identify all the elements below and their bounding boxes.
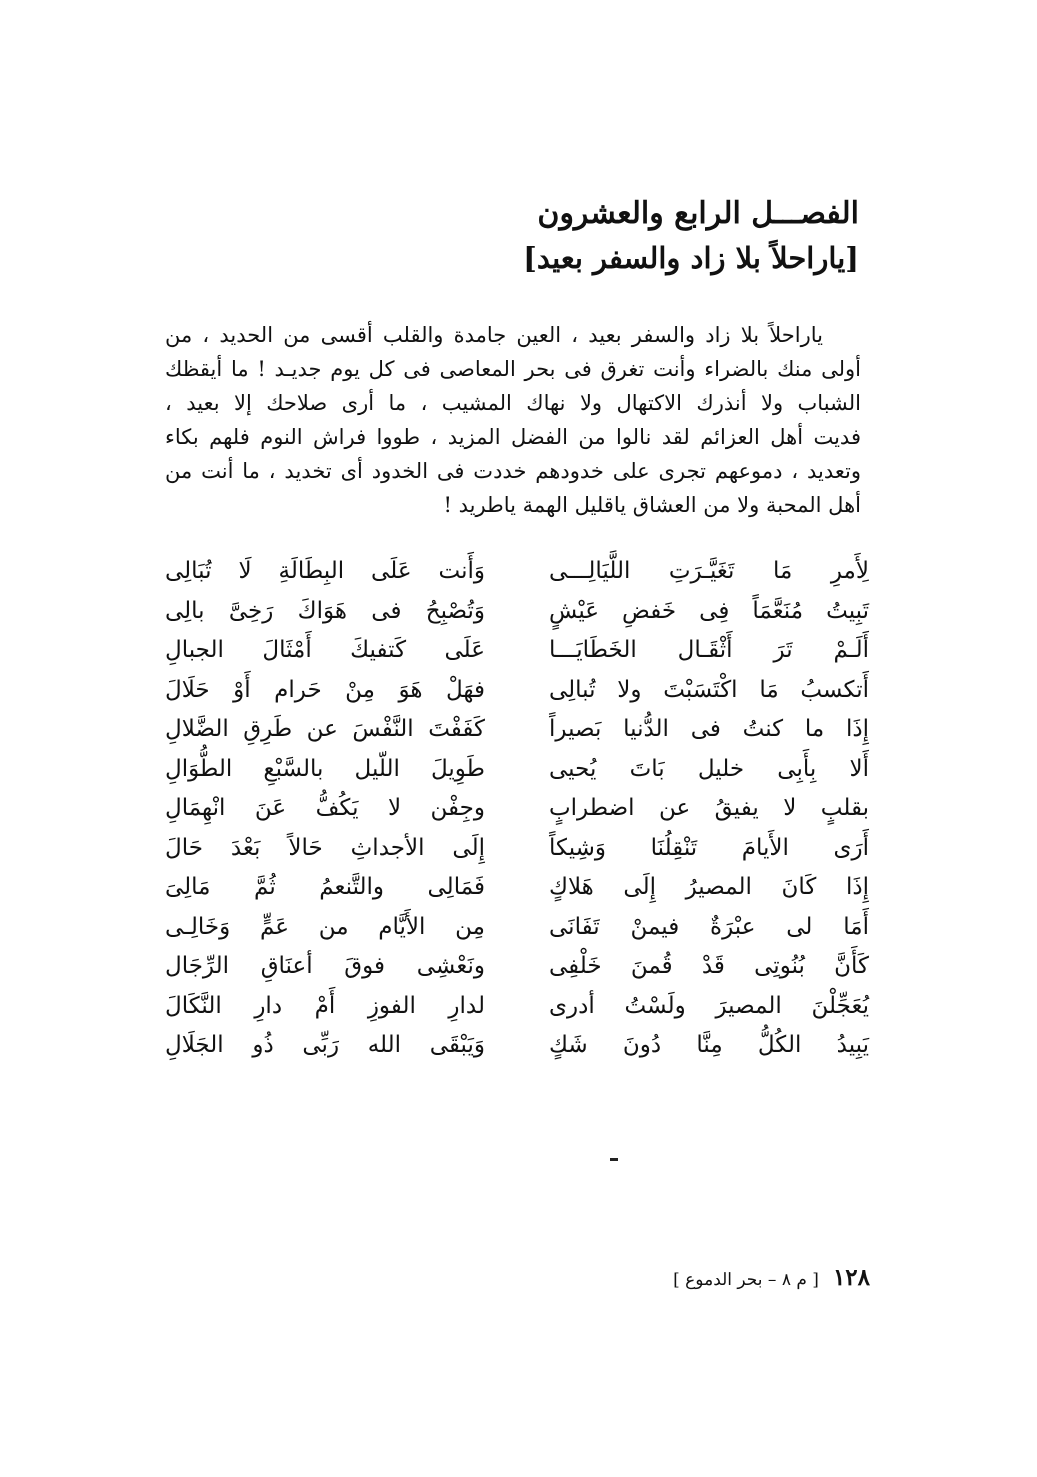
verse-second-hemistich: وَيَبْقَى الله رَبِّى ذُو الجَلَالِ xyxy=(165,1032,485,1058)
poem-verse xyxy=(165,908,869,948)
poem-verse xyxy=(165,671,869,711)
poem-verse xyxy=(165,947,869,987)
poem-verse xyxy=(165,552,869,592)
prose-line: ياراحلاً بلا زاد والسفر بعيد ، العين جامدة والقلب أقسى من الحديد ، من xyxy=(165,323,823,347)
prose-paragraph xyxy=(165,318,861,522)
verse-second-hemistich: مِن الأَيَّام من عَمٍّ وَخَالِـى xyxy=(165,913,485,940)
verse-second-hemistich: عَلَى كَتفيكَ أَمْثَالَ الجبالِ xyxy=(165,637,485,663)
poem-verse xyxy=(165,631,869,671)
verse-first-hemistich: أَلا بِأَبِى خليل بَاتَ يُحيى xyxy=(549,755,869,782)
chapter-subtitle: [ياراحلاً بلا زاد والسفر بعيد] xyxy=(523,241,859,275)
poem-verse xyxy=(165,829,869,869)
verse-second-hemistich: لدارِ الفوزِ أَمْ دارِ النَّكَالَ xyxy=(165,992,485,1019)
prose-line: الشباب ولا أنذرك الاكتهال ولا نهاك المشيب ، ما أرى صلاحك إلا بعيد ، xyxy=(165,391,861,415)
verse-second-hemistich: وجِفْن لا يَكُفُّ عَنَ انْهِمَالِ xyxy=(165,795,485,821)
page-footer xyxy=(600,1264,870,1291)
poem-verse xyxy=(165,789,869,829)
verse-second-hemistich: فَمَالِى والتَّنعمُ ثُمَّ مَالِىَ xyxy=(165,874,485,900)
verse-first-hemistich: أَتكسبُ مَا اكْتَسَبْتَ ولا تُبالِى xyxy=(549,676,869,703)
verse-second-hemistich: فهَلْ هَوَ مِنْ حَرام أَوْ حَلَالَ xyxy=(165,676,485,703)
verse-first-hemistich: أَلَـمْ تَرَ أَثْقَـال الخَطَايَـــا xyxy=(549,637,869,663)
verse-first-hemistich: لِأَمرِ مَا تَغَيَّـرَتِ اللَّيَالِـــى xyxy=(549,558,869,584)
verse-first-hemistich: يُعَجِّلْنَ المصيرَ ولَسْتُ أدرى xyxy=(549,992,869,1019)
verse-first-hemistich: بقلبٍ لا يفيقُ عن اضطرابٍ xyxy=(549,795,869,821)
verse-first-hemistich: أَمَا لى عبْرَةٌ فيمنْ تَفَانَى xyxy=(549,913,869,940)
verse-first-hemistich: يَبِيدُ الكُلُّ مِنَّا دُونَ شَكٍ xyxy=(549,1032,869,1058)
verse-first-hemistich: كَأَنَّ بُنُوتِى قَدْ قُمنَ خَلْفِى xyxy=(549,953,869,979)
verse-first-hemistich: تَبِيتُ مُنَعَّمَاً فِى خَفضِ عَيْشٍ xyxy=(549,597,869,624)
verse-second-hemistich: طَوِيلَ اللّيل بالسَّبْعِ الطُّوَالِ xyxy=(165,755,485,782)
verse-first-hemistich: إِذَا ما كنتُ فى الدُّنيا بَصيراً xyxy=(549,716,869,742)
verse-first-hemistich: أَرَى الأَيامَ تَنْقِلُنَا وَشِيكاً xyxy=(549,834,869,861)
verse-second-hemistich: وَتُصْبِحُ فى هَوَاكَ رَخِىَّ بالِى xyxy=(165,597,485,624)
prose-line: أولى منك بالضراء وأنت تغرق فى بحر المعاصى فى كل يوم جديـد ! ما أيقظك xyxy=(165,357,861,381)
page-number: ١٢٨ xyxy=(832,1264,870,1291)
poem-verse xyxy=(165,987,869,1027)
verse-second-hemistich: كَفَفْتَ النَّفْسَ عن طَرِقِ الضَّلالِ xyxy=(165,716,485,742)
poem-verse xyxy=(165,868,869,908)
poem-verse xyxy=(165,750,869,790)
poem-verse xyxy=(165,592,869,632)
poem-verse xyxy=(165,1026,869,1066)
prose-line: أهل المحبة ولا من العشاق ياقليل الهمة ياطريد ! xyxy=(443,493,861,517)
verse-second-hemistich: ونَعْشِى فوقَ أعنَاقِ الرِّجَال xyxy=(165,953,485,979)
footer-signature: [ م ٨ – بحر الدموع ] xyxy=(673,1270,819,1290)
section-divider-dot xyxy=(610,1158,618,1161)
poem xyxy=(165,552,869,1066)
chapter-title: الفصـــل الرابع والعشرون xyxy=(537,196,859,231)
verse-second-hemistich: وَأَنت عَلَى البِطَالَةِ لَا تُبَالِى xyxy=(165,558,485,584)
verse-second-hemistich: إِلَى الأجداثِ حَالاً بَعْدَ حَالَ xyxy=(165,834,485,861)
poem-verse xyxy=(165,710,869,750)
prose-line: وتعديد ، دموعهم تجرى على خدودهم خددت فى الخدود أى تخديد ، ما أنت من xyxy=(165,459,861,483)
verse-first-hemistich: إِذَا كَانَ المصيرُ إِلَى هَلاكٍ xyxy=(549,874,869,900)
prose-line: فديت أهل العزائم لقد نالوا من الفضل المزيد ، طووا فراش النوم فلهم بكاء xyxy=(165,425,861,449)
